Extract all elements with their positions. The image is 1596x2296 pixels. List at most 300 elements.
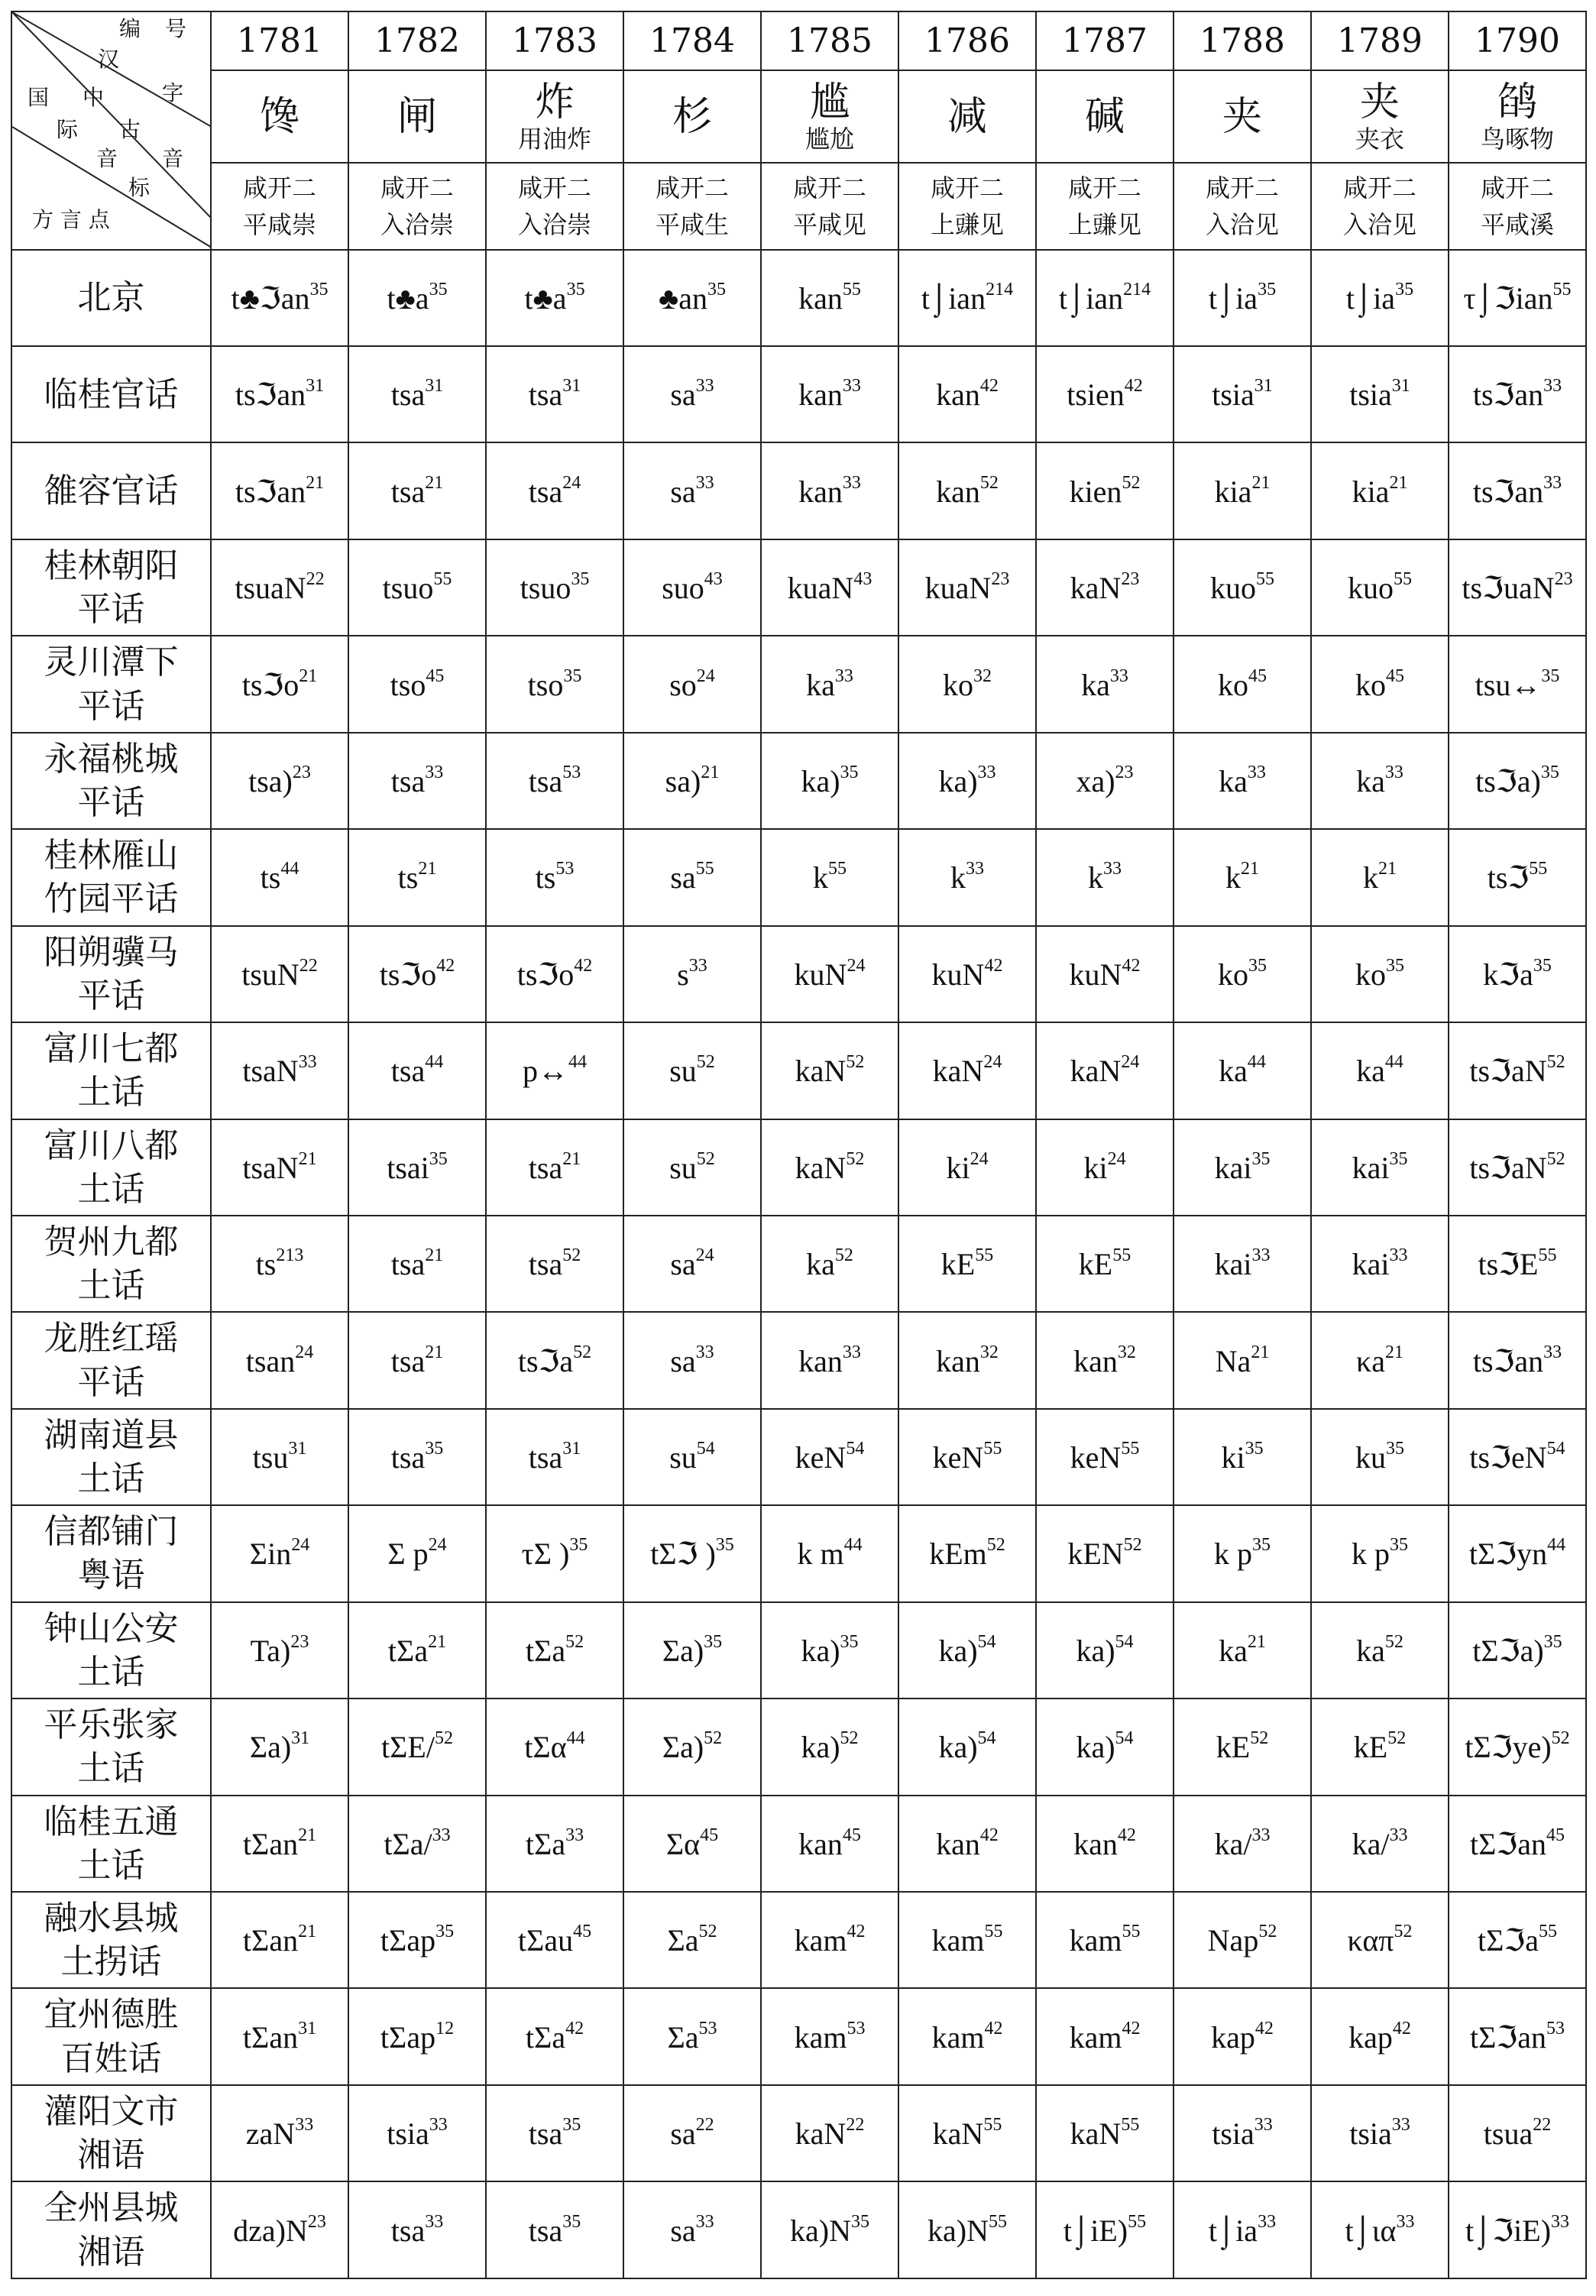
ipa-segment: ka) xyxy=(801,1633,840,1668)
dialect-location xyxy=(11,1216,211,1312)
dialect-location-line: 平话 xyxy=(77,782,145,822)
column-middle-chinese xyxy=(211,163,348,249)
ipa-cell xyxy=(623,442,761,539)
dialect-location-line: 竹园平话 xyxy=(44,879,179,919)
ipa-cell xyxy=(761,1119,898,1216)
ipa-segment: tsℑE xyxy=(1478,1247,1539,1282)
ipa-cell xyxy=(761,1988,898,2084)
ipa-segment: tsan xyxy=(245,1343,296,1378)
ipa-segment: Σ p xyxy=(387,1537,429,1572)
tone-number: 52 xyxy=(1384,1631,1403,1652)
table-row xyxy=(11,2181,1586,2278)
corner-label-han-2: 字 xyxy=(162,80,184,105)
tone-number: 33 xyxy=(695,1342,714,1362)
dialect-table xyxy=(11,11,1587,2279)
ipa-cell xyxy=(1174,539,1311,636)
ipa-cell xyxy=(1174,636,1311,732)
ipa-segment: kuN xyxy=(1069,957,1122,992)
ipa-segment: kan xyxy=(936,1343,980,1378)
tone-number: 23 xyxy=(1554,569,1573,590)
ipa-segment: tsa xyxy=(528,763,563,798)
tone-number: 33 xyxy=(1251,1825,1271,1845)
ipa-cell xyxy=(1036,1892,1174,1988)
tone-number: 21 xyxy=(1247,1631,1266,1652)
tone-number: 55 xyxy=(1112,1245,1131,1266)
ipa-cell xyxy=(1036,636,1174,732)
tone-number: 35 xyxy=(569,1535,588,1556)
ipa-cell xyxy=(1174,2085,1311,2181)
tone-number: 214 xyxy=(986,279,1014,300)
ipa-cell xyxy=(211,1409,348,1505)
ipa-segment: tsien xyxy=(1067,377,1125,413)
ipa-segment: ka) xyxy=(938,1730,978,1765)
corner-label-intl-1: 国 xyxy=(28,85,50,110)
tone-number: 21 xyxy=(428,1631,447,1652)
ipa-cell xyxy=(1036,733,1174,829)
tone-number: 45 xyxy=(426,665,445,686)
ipa-segment: tΣℑa xyxy=(1477,1923,1539,1958)
tone-number: 24 xyxy=(983,1052,1002,1073)
column-character-cell xyxy=(348,70,486,163)
column-character: 碱 xyxy=(1084,93,1125,140)
ipa-segment: kan xyxy=(798,280,843,316)
ipa-segment: t⌡ian xyxy=(1058,280,1124,316)
ipa-cell xyxy=(898,442,1036,539)
tone-number: 35 xyxy=(704,1631,723,1652)
tone-number: 35 xyxy=(562,2211,581,2232)
ipa-segment: τΣ ) xyxy=(521,1537,570,1572)
ipa-cell xyxy=(1449,733,1586,829)
ipa-cell xyxy=(348,1119,486,1216)
tone-number: 35 xyxy=(425,1439,444,1459)
tone-number: 35 xyxy=(840,762,859,782)
column-number: 1788 xyxy=(1174,11,1311,70)
tone-number: 52 xyxy=(1250,1728,1269,1749)
ipa-segment: zaN xyxy=(245,2116,296,2152)
ipa-segment: kai xyxy=(1352,1247,1390,1282)
ipa-cell xyxy=(1311,1988,1449,2084)
ipa-segment: kap xyxy=(1211,2019,1255,2055)
ipa-segment: tΣℑa) xyxy=(1472,1633,1544,1668)
ipa-segment: kuaN xyxy=(924,571,992,606)
table-row xyxy=(11,1022,1586,1119)
ipa-segment: tΣℑan xyxy=(1469,1826,1547,1861)
ipa-segment: ki xyxy=(1083,1150,1108,1185)
ipa-segment: t♣a xyxy=(524,280,567,316)
ipa-segment: kam xyxy=(931,1923,985,1958)
ipa-segment: sa xyxy=(670,474,696,509)
tone-number: 45 xyxy=(1248,665,1267,686)
table-row xyxy=(11,2085,1586,2181)
column-middle-chinese xyxy=(898,163,1036,249)
ipa-cell xyxy=(348,1022,486,1119)
ipa-segment: kE xyxy=(1353,1730,1388,1765)
middle-chinese-rhyme-initial: 入洽见 xyxy=(1205,209,1279,239)
column-character-cell xyxy=(898,70,1036,163)
tone-number: 35 xyxy=(571,569,590,590)
middle-chinese-class: 咸开二 xyxy=(1205,173,1279,202)
column-character: 夹 xyxy=(1222,93,1262,140)
tone-number: 33 xyxy=(842,472,861,493)
ipa-cell xyxy=(761,1022,898,1119)
ipa-cell xyxy=(1449,2085,1586,2181)
ipa-segment: kam xyxy=(931,2019,985,2055)
ipa-cell xyxy=(348,1699,486,1795)
middle-chinese-class: 咸开二 xyxy=(1480,173,1554,202)
ipa-cell xyxy=(1449,1119,1586,1216)
middle-chinese-rhyme-initial: 平咸生 xyxy=(655,209,729,239)
tone-number: 35 xyxy=(1245,1439,1264,1459)
ipa-cell xyxy=(1449,1312,1586,1408)
dialect-location-line: 富川七都 xyxy=(44,1029,179,1069)
ipa-segment: tsa xyxy=(528,2116,563,2152)
tone-number: 24 xyxy=(847,955,866,976)
ipa-cell xyxy=(1311,1892,1449,1988)
dialect-location xyxy=(11,1022,211,1119)
ipa-cell xyxy=(761,1216,898,1312)
ipa-cell xyxy=(1174,442,1311,539)
ipa-segment: tsai xyxy=(387,1150,429,1185)
ipa-cell xyxy=(761,829,898,925)
ipa-cell xyxy=(211,1022,348,1119)
tone-number: 21 xyxy=(298,1922,317,1942)
ipa-cell xyxy=(486,829,623,925)
ipa-segment: tsℑaN xyxy=(1469,1054,1547,1089)
tone-number: 54 xyxy=(696,1439,715,1459)
ipa-cell xyxy=(623,1892,761,1988)
tone-number: 35 xyxy=(850,2211,869,2232)
ipa-segment: kam xyxy=(1069,2019,1122,2055)
dialect-location-line: 富川八都 xyxy=(44,1125,179,1165)
tone-number: 21 xyxy=(298,1148,317,1169)
tone-number: 43 xyxy=(704,569,723,590)
dialect-location-line: 全州县城 xyxy=(44,2188,179,2228)
column-number: 1782 xyxy=(348,11,486,70)
tone-number: 21 xyxy=(425,1342,444,1362)
column-character-cell xyxy=(1036,70,1174,163)
tone-number: 33 xyxy=(429,2115,448,2136)
ipa-segment: ko xyxy=(1355,957,1386,992)
dialect-location-line: 平话 xyxy=(77,590,145,630)
tone-number: 24 xyxy=(1107,1148,1126,1169)
tone-number: 54 xyxy=(846,1439,865,1459)
ipa-cell xyxy=(1311,1312,1449,1408)
ipa-cell xyxy=(761,1796,898,1892)
ipa-cell xyxy=(1311,346,1449,442)
ipa-segment: ko xyxy=(943,667,973,702)
tone-number: 33 xyxy=(1396,2211,1415,2232)
ipa-cell xyxy=(1449,1988,1586,2084)
table-row xyxy=(11,442,1586,539)
ipa-cell xyxy=(1036,1699,1174,1795)
tone-number: 42 xyxy=(847,1922,866,1942)
ipa-cell xyxy=(623,1409,761,1505)
column-middle-chinese xyxy=(486,163,623,249)
ipa-segment: kaN xyxy=(795,1150,847,1185)
column-character: 尴 xyxy=(809,79,850,125)
table-row xyxy=(11,926,1586,1022)
table-row xyxy=(11,1312,1586,1408)
tone-number: 213 xyxy=(276,1245,304,1266)
tone-number: 44 xyxy=(280,859,299,879)
ipa-cell xyxy=(623,1988,761,2084)
ipa-segment: k xyxy=(950,860,966,895)
corner-label-number-1: 编 xyxy=(119,16,141,41)
ipa-cell xyxy=(1036,539,1174,636)
tone-number: 55 xyxy=(1121,2115,1140,2136)
dialect-location xyxy=(11,1796,211,1892)
ipa-cell xyxy=(1311,733,1449,829)
ipa-cell xyxy=(486,442,623,539)
ipa-segment: tsℑan xyxy=(1472,1343,1544,1378)
dialect-location-line: 雒容官话 xyxy=(44,471,179,511)
tone-number: 33 xyxy=(695,2211,714,2232)
tone-number: 45 xyxy=(842,1825,861,1845)
tone-number: 55 xyxy=(975,1245,994,1266)
column-number: 1783 xyxy=(486,11,623,70)
ipa-segment: sa xyxy=(670,860,696,895)
tone-number: 55 xyxy=(1121,1439,1140,1459)
tone-number: 35 xyxy=(1389,1148,1408,1169)
ipa-cell xyxy=(1449,1409,1586,1505)
tone-number: 24 xyxy=(291,1535,310,1556)
corner-label-intl-4: 古 xyxy=(119,117,141,142)
ipa-segment: ka)N xyxy=(790,2213,851,2248)
ipa-cell xyxy=(898,346,1036,442)
dialect-location xyxy=(11,1892,211,1988)
tone-number: 55 xyxy=(1529,859,1548,879)
ipa-cell xyxy=(623,733,761,829)
tone-number: 33 xyxy=(295,2115,314,2136)
dialect-location xyxy=(11,442,211,539)
ipa-segment: t⌡ia xyxy=(1345,280,1396,316)
tone-number: 52 xyxy=(696,1052,715,1073)
ipa-cell xyxy=(623,1505,761,1601)
tone-number: 33 xyxy=(842,1342,861,1362)
dialect-location-line: 平话 xyxy=(77,1362,145,1402)
ipa-cell xyxy=(898,1409,1036,1505)
ipa-cell xyxy=(1174,733,1311,829)
column-character-cell xyxy=(1174,70,1311,163)
ipa-cell xyxy=(348,1988,486,2084)
ipa-segment: tsa xyxy=(528,474,563,509)
ipa-cell xyxy=(211,1119,348,1216)
ipa-segment: ka xyxy=(1356,1633,1385,1668)
ipa-segment: tsℑan xyxy=(1472,474,1544,509)
ipa-segment: keN xyxy=(932,1440,984,1475)
dialect-location-line: 土话 xyxy=(77,1749,145,1789)
ipa-cell xyxy=(486,1796,623,1892)
tone-number: 35 xyxy=(715,1535,734,1556)
ipa-cell xyxy=(623,539,761,636)
dialect-location xyxy=(11,2181,211,2278)
table-row xyxy=(11,1409,1586,1505)
tone-number: 52 xyxy=(1546,1052,1565,1073)
ipa-segment: su xyxy=(669,1054,697,1089)
ipa-cell xyxy=(623,1602,761,1699)
ipa-segment: sa xyxy=(670,2213,696,2248)
ipa-cell xyxy=(623,636,761,732)
ipa-segment: tsa xyxy=(390,377,426,413)
ipa-segment: sa xyxy=(670,2116,696,2152)
tone-number: 44 xyxy=(1247,1052,1266,1073)
corner-header-cell xyxy=(11,11,211,250)
dialect-location-line: 百姓话 xyxy=(60,2039,162,2078)
tone-number: 35 xyxy=(563,665,582,686)
tone-number: 55 xyxy=(1394,569,1412,590)
table-row xyxy=(11,1699,1586,1795)
ipa-cell xyxy=(1311,636,1449,732)
tone-number: 33 xyxy=(1258,2211,1277,2232)
ipa-cell xyxy=(211,442,348,539)
ipa-cell xyxy=(211,1796,348,1892)
ipa-cell xyxy=(1311,829,1449,925)
ipa-segment: kuo xyxy=(1210,571,1256,606)
ipa-segment: suo xyxy=(662,571,704,606)
dialect-location xyxy=(11,346,211,442)
dialect-location xyxy=(11,1602,211,1699)
tone-number: 24 xyxy=(295,1342,314,1362)
ipa-segment: kuN xyxy=(794,957,847,992)
ipa-cell xyxy=(761,539,898,636)
ipa-segment: kE xyxy=(1216,1730,1251,1765)
tone-number: 24 xyxy=(695,1245,714,1266)
ipa-cell xyxy=(623,2085,761,2181)
middle-chinese-class: 咸开二 xyxy=(1067,173,1141,202)
ipa-cell xyxy=(761,1505,898,1601)
ipa-segment: tΣE/ xyxy=(381,1730,435,1765)
dialect-location-line: 北京 xyxy=(77,278,145,318)
ipa-segment: tsℑuaN xyxy=(1462,571,1555,606)
ipa-cell xyxy=(1449,539,1586,636)
ipa-segment: kam xyxy=(1069,1923,1122,1958)
table-row xyxy=(11,1505,1586,1601)
ipa-segment: tsℑeN xyxy=(1469,1440,1547,1475)
tone-number: 35 xyxy=(1540,762,1559,782)
tone-number: 21 xyxy=(1384,1342,1403,1362)
tone-number: 52 xyxy=(698,1922,717,1942)
dialect-location xyxy=(11,1409,211,1505)
ipa-cell xyxy=(761,1409,898,1505)
ipa-cell xyxy=(623,1119,761,1216)
ipa-cell xyxy=(1036,1505,1174,1601)
ipa-segment: καπ xyxy=(1347,1923,1394,1958)
tone-number: 55 xyxy=(983,2115,1002,2136)
ipa-segment: tsuo xyxy=(382,571,434,606)
ipa-segment: tsa xyxy=(528,377,563,413)
column-gloss: 用油炸 xyxy=(517,124,591,154)
tone-number: 55 xyxy=(695,859,714,879)
ipa-segment: sa xyxy=(670,377,696,413)
column-middle-chinese xyxy=(1311,163,1449,249)
ipa-segment: tsℑan xyxy=(1472,377,1544,413)
ipa-cell xyxy=(898,1602,1036,1699)
ipa-segment: sa) xyxy=(665,763,701,798)
table-row xyxy=(11,829,1586,925)
ipa-segment: ka) xyxy=(938,763,978,798)
ipa-segment: kaN xyxy=(1070,1054,1122,1089)
dialect-location-line: 融水县城 xyxy=(44,1899,179,1938)
ipa-cell xyxy=(486,733,623,829)
ipa-cell xyxy=(1036,442,1174,539)
ipa-segment: sa xyxy=(670,1247,696,1282)
tone-number: 45 xyxy=(1546,1825,1565,1845)
ipa-cell xyxy=(1449,1505,1586,1601)
ipa-segment: tsℑa) xyxy=(1475,763,1541,798)
ipa-cell xyxy=(211,346,348,442)
ipa-cell xyxy=(1174,1988,1311,2084)
tone-number: 33 xyxy=(565,1825,584,1845)
ipa-cell xyxy=(1174,1796,1311,1892)
ipa-cell xyxy=(211,2181,348,2278)
ipa-cell xyxy=(1036,1988,1174,2084)
ipa-segment: tsia xyxy=(1212,2116,1254,2152)
dialect-location-line: 钟山公安 xyxy=(44,1608,179,1648)
ipa-segment: kan xyxy=(936,474,980,509)
dialect-location-line: 灌阳文市 xyxy=(44,2091,179,2131)
tone-number: 23 xyxy=(307,2211,326,2232)
tone-number: 33 xyxy=(834,665,853,686)
dialect-location-line: 土话 xyxy=(77,1266,145,1306)
tone-number: 33 xyxy=(425,762,444,782)
ipa-segment: k p xyxy=(1352,1537,1390,1572)
tone-number: 33 xyxy=(1391,2115,1410,2136)
ipa-cell xyxy=(211,2085,348,2181)
ipa-segment: tsa xyxy=(528,1150,563,1185)
corner-label-intl-2: 中 xyxy=(83,85,105,110)
ipa-cell xyxy=(898,539,1036,636)
ipa-segment: kEm xyxy=(929,1537,987,1572)
tone-number: 24 xyxy=(1121,1052,1140,1073)
dialect-location xyxy=(11,733,211,829)
ipa-cell xyxy=(1174,1699,1311,1795)
corner-label-number-2: 号 xyxy=(165,16,187,41)
table-row xyxy=(11,1796,1586,1892)
tone-number: 23 xyxy=(1121,569,1140,590)
ipa-segment: ka xyxy=(1356,763,1385,798)
tone-number: 33 xyxy=(1254,2115,1273,2136)
column-character-cell xyxy=(761,70,898,163)
tone-number: 35 xyxy=(1533,955,1552,976)
ipa-segment: tsa xyxy=(528,1247,563,1282)
middle-chinese-class: 咸开二 xyxy=(242,173,316,202)
tone-number: 43 xyxy=(853,569,872,590)
ipa-cell xyxy=(898,2085,1036,2181)
column-character: 杉 xyxy=(672,93,712,140)
ipa-segment: t⌡ia xyxy=(1208,2213,1258,2248)
ipa-cell xyxy=(761,2181,898,2278)
ipa-segment: tsa xyxy=(390,1247,426,1282)
tone-number: 52 xyxy=(1387,1728,1407,1749)
dialect-location xyxy=(11,1505,211,1601)
tone-number: 31 xyxy=(425,376,444,397)
ipa-segment: kai xyxy=(1214,1247,1252,1282)
ipa-cell xyxy=(1311,539,1449,636)
ipa-cell xyxy=(211,1988,348,2084)
middle-chinese-rhyme-initial: 入洽崇 xyxy=(517,209,591,239)
dialect-location xyxy=(11,1699,211,1795)
ipa-cell xyxy=(1036,1602,1174,1699)
ipa-segment: dza)N xyxy=(233,2213,308,2248)
ipa-cell xyxy=(898,250,1036,346)
dialect-location-line: 湘语 xyxy=(77,2136,145,2175)
ipa-cell xyxy=(211,1602,348,1699)
ipa-segment: Nap xyxy=(1207,1923,1259,1958)
ipa-cell xyxy=(898,1119,1036,1216)
ipa-cell xyxy=(211,1699,348,1795)
tone-number: 35 xyxy=(309,279,329,300)
ipa-cell xyxy=(211,1216,348,1312)
